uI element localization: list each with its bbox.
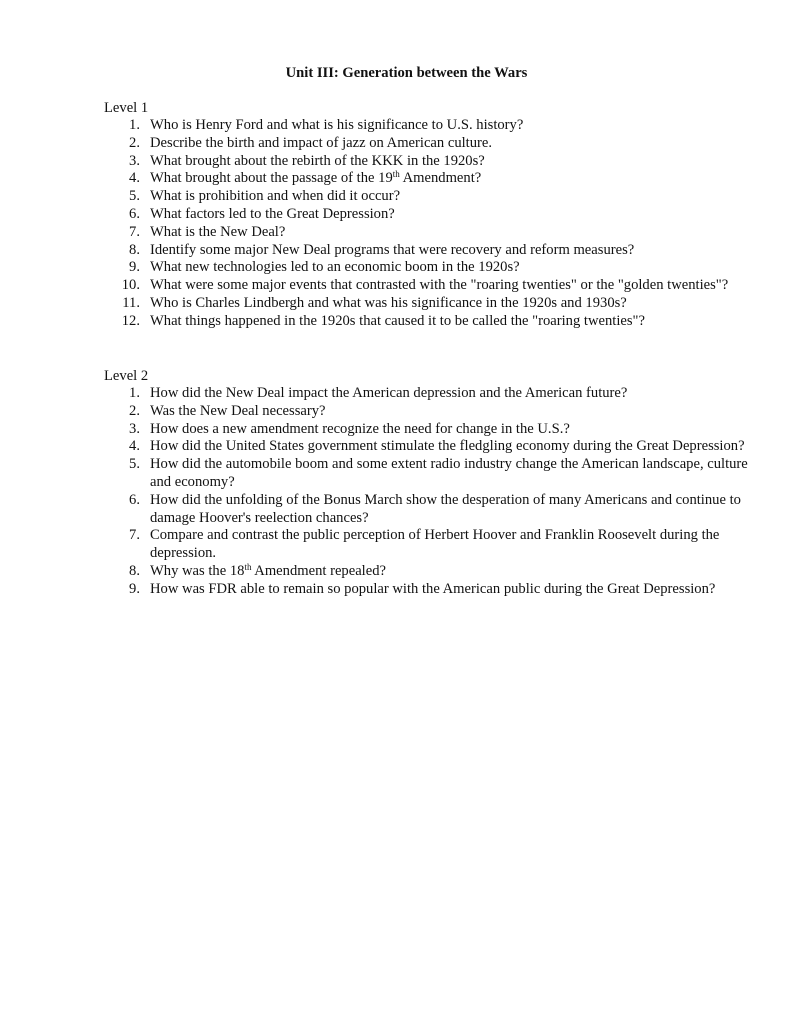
item-number: 4 . <box>104 438 140 456</box>
list-item <box>104 313 754 331</box>
list-item <box>104 277 754 295</box>
item-text: Was the New Deal necessary? <box>150 402 326 419</box>
item-number: 7 . <box>104 224 140 242</box>
item-text: Compare and contrast the public perception of Herbert Hoover and Franklin Roosevelt during the depression. <box>150 527 720 562</box>
list-item <box>104 153 754 171</box>
question-list <box>104 117 754 331</box>
list-item <box>104 135 754 153</box>
item-text-before: What brought about the passage of the 19 <box>150 170 393 187</box>
item-number: 2 . <box>104 135 140 153</box>
list-item <box>104 492 754 528</box>
item-text-after: Amendment? <box>399 170 482 187</box>
list-item <box>104 170 754 188</box>
item-text: Describe the birth and impact of jazz on American culture. <box>150 134 493 151</box>
item-text <box>150 170 481 186</box>
item-number: 8 . <box>104 563 140 581</box>
item-number: 7 . <box>104 527 140 545</box>
item-text: How did the United States government stimulate the fledgling economy during the Great Depression? <box>150 438 745 455</box>
item-text: What things happened in the 1920s that caused it to be called the "roaring twenties"? <box>150 312 645 329</box>
item-text: What factors led to the Great Depression? <box>150 205 395 222</box>
item-number: 5 . <box>104 456 140 474</box>
item-text: How was FDR able to remain so popular with the American public during the Great Depression? <box>150 580 716 597</box>
item-number: 11 . <box>104 295 140 313</box>
list-item <box>104 385 754 403</box>
item-number: 4 . <box>104 170 140 188</box>
item-number: 1 . <box>104 385 140 403</box>
list-item <box>104 188 754 206</box>
list-item <box>104 438 754 456</box>
section-level-2 <box>104 367 754 599</box>
list-item <box>104 206 754 224</box>
item-text: What were some major events that contrasted with the "roaring twenties" or the "golden twenties"? <box>150 277 729 294</box>
item-text: Identify some major New Deal programs that were recovery and reform measures? <box>150 241 635 258</box>
list-item <box>104 259 754 277</box>
list-item <box>104 403 754 421</box>
item-number: 3 . <box>104 421 140 439</box>
item-number: 9 . <box>104 581 140 599</box>
item-text: How did the unfolding of the Bonus March show the desperation of many Americans and continue to damage Hoover's reelection chances? <box>150 491 741 526</box>
ordinal-superscript: th <box>392 169 400 180</box>
item-text: Who is Charles Lindbergh and what was his significance in the 1920s and 1930s? <box>150 294 627 311</box>
list-item <box>104 224 754 242</box>
item-number: 3 . <box>104 153 140 171</box>
list-item <box>104 421 754 439</box>
item-text: What is prohibition and when did it occur? <box>150 188 401 205</box>
item-text: What new technologies led to an economic boom in the 1920s? <box>150 259 520 276</box>
section-level-1 <box>104 99 754 331</box>
page-title: Unit III: Generation between the Wars <box>285 65 528 81</box>
item-number: 12 . <box>104 313 140 331</box>
question-list <box>104 385 754 599</box>
item-text: How did the automobile boom and some extent radio industry change the American landscape, culture and economy? <box>150 456 748 490</box>
item-number: 5 . <box>104 188 140 206</box>
item-text: Who is Henry Ford and what is his significance to U.S. history? <box>150 117 524 133</box>
list-item <box>104 295 754 313</box>
item-text: What is the New Deal? <box>150 223 286 240</box>
item-text-before: Why was the 18 <box>150 562 245 579</box>
item-number: 1 . <box>104 117 140 135</box>
item-text <box>150 563 386 579</box>
section-heading: Level 1 <box>104 100 149 116</box>
list-item <box>104 456 754 492</box>
list-item <box>104 242 754 260</box>
item-number: 2 . <box>104 403 140 421</box>
item-number: 8 . <box>104 242 140 260</box>
list-item <box>104 563 754 581</box>
item-number: 10 . <box>104 277 140 295</box>
item-text: What brought about the rebirth of the KKK in the 1920s? <box>150 152 485 169</box>
list-item <box>104 527 754 563</box>
item-text: How does a new amendment recognize the need for change in the U.S.? <box>150 420 570 437</box>
item-text-after: Amendment repealed? <box>251 562 386 579</box>
item-number: 6 . <box>104 206 140 224</box>
section-heading: Level 2 <box>104 368 149 384</box>
list-item <box>104 117 754 135</box>
item-text: How did the New Deal impact the American depression and the American future? <box>150 385 628 401</box>
item-number: 9 . <box>104 259 140 277</box>
item-number: 6 . <box>104 492 140 510</box>
list-item <box>104 581 754 599</box>
ordinal-superscript: th <box>244 561 252 572</box>
